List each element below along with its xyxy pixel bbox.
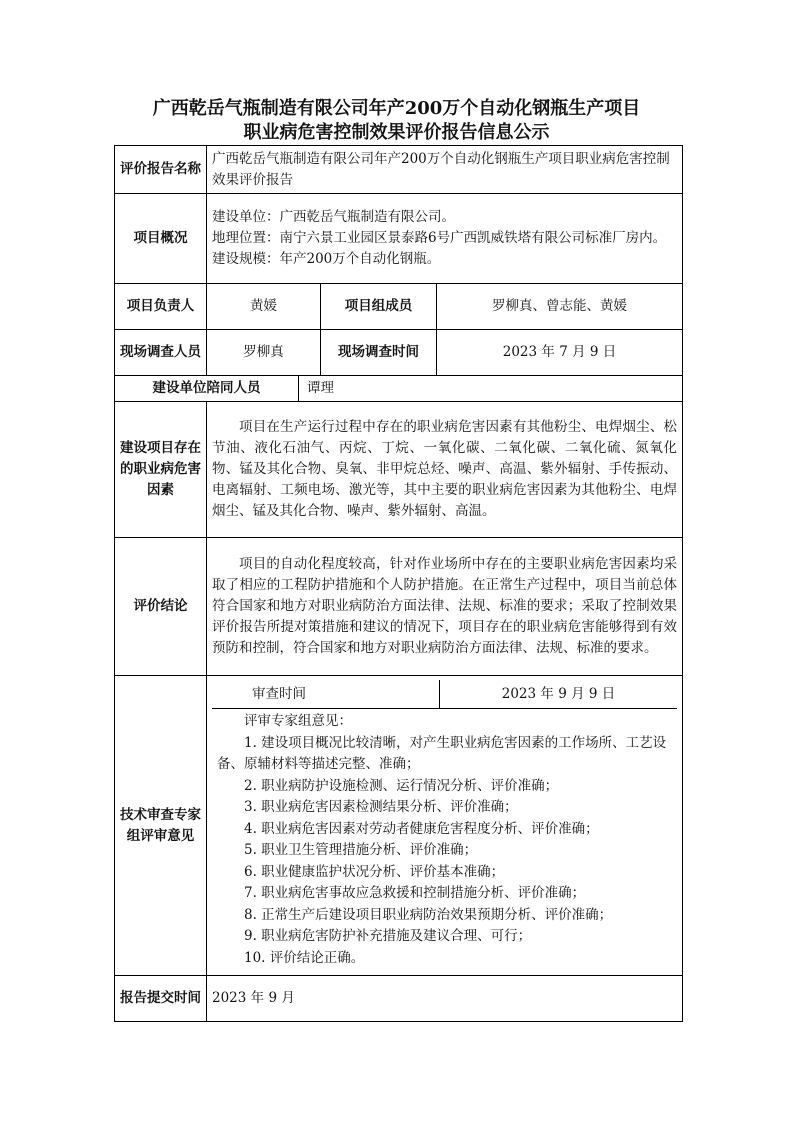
review-item: 5. 职业卫生管理措施分析、评价准确； — [244, 842, 478, 858]
leader-label: 项目负责人 — [115, 284, 207, 330]
review-item: 7. 职业病危害事故应急救援和控制措施分析、评价准确； — [244, 885, 586, 901]
members-value: 罗柳真、曾志能、黄媛 — [437, 284, 683, 330]
row-report-name — [115, 146, 683, 194]
info-table — [114, 145, 683, 1022]
review-time-row — [212, 680, 677, 709]
review-item: 1. 建设项目概况比较清晰，对产生职业病危害因素的工作场所、工艺设备、原辅材料等描述完整、准确； — [217, 734, 667, 772]
conclusion-text: 项目的自动化程度较高，针对作业场所中存在的主要职业病危害因素均采取了相应的工程防护措施和个人防护措施。在正常生产过程中，项目当前总体符合国家和地方对职业病防治方面法律、法规、标准的要求；采取了控制效果评价报告所提对策措施和建议的情况下，项目存在的职业病危害能够得到有效预防和控制，符合国家和地方对职业病防治方面法律、法规、标准的要求。 — [207, 538, 683, 676]
review-item: 2. 职业病防护设施检测、运行情况分析、评价准确； — [244, 777, 559, 794]
survey-time-value: 2023 年 7 月 9 日 — [437, 330, 683, 376]
report-name-value: 广西乾岳气瓶制造有限公司年产200万个自动化钢瓶生产项目职业病危害控制效果评价报告 — [207, 146, 683, 194]
document-title-line1: 广西乾岳气瓶制造有限公司年产200万个自动化钢瓶生产项目 — [152, 98, 641, 119]
report-name-label: 评价报告名称 — [115, 146, 207, 194]
accompany-value: 谭理 — [299, 376, 683, 402]
review-item: 6. 职业健康监护状况分析、评价基本准确； — [244, 863, 505, 880]
survey-label: 现场调查人员 — [115, 330, 207, 376]
review-heading: 评审专家组意见： — [244, 713, 352, 729]
review-item: 9. 职业病危害防护补充措施及建议合理、可行； — [244, 928, 532, 944]
review-time-label: 审查时间 — [212, 680, 440, 708]
review-item: 3. 职业病危害因素检测结果分析、评价准确； — [244, 799, 518, 815]
row-conclusion — [115, 538, 683, 676]
row-review — [115, 676, 683, 976]
review-item: 8. 正常生产后建设项目职业病防治效果预期分析、评价准确； — [244, 906, 613, 923]
review-cell — [207, 676, 683, 976]
hazards-label: 建设项目存在的职业病危害因素 — [115, 402, 207, 538]
review-time-value: 2023 年 9 月 9 日 — [501, 686, 616, 702]
row-survey — [115, 330, 683, 376]
row-submit — [115, 976, 683, 1022]
submit-label: 报告提交时间 — [115, 976, 207, 1022]
row-leader — [115, 284, 683, 330]
conclusion-label: 评价结论 — [115, 538, 207, 676]
document-title-line2: 职业病危害控制效果评价报告信息公示 — [243, 122, 550, 143]
overview-label: 项目概况 — [115, 194, 207, 284]
members-label: 项目组成员 — [321, 284, 437, 330]
row-accompany — [115, 376, 683, 402]
submit-value: 2023 年 9 月 — [207, 976, 683, 1022]
row-hazards — [115, 402, 683, 538]
overview-line: 建设规模：年产200万个自动化钢瓶。 — [212, 251, 441, 267]
row-overview — [115, 194, 683, 284]
leader-value: 黄媛 — [207, 284, 321, 330]
overview-value — [207, 194, 683, 284]
overview-line: 地理位置：南宁六景工业园区景泰路6号广西凯威铁塔有限公司标准厂房内。 — [212, 230, 667, 246]
survey-time-label: 现场调查时间 — [321, 330, 437, 376]
accompany-label: 建设单位陪同人员 — [115, 376, 299, 402]
survey-value: 罗柳真 — [207, 330, 321, 376]
review-item: 4. 职业病危害因素对劳动者健康危害程度分析、评价准确； — [244, 820, 599, 837]
overview-line: 建设单位：广西乾岳气瓶制造有限公司。 — [212, 209, 455, 225]
hazards-text: 项目在生产运行过程中存在的职业病危害因素有其他粉尘、电焊烟尘、松节油、液化石油气、丙烷、丁烷、一氧化碳、二氧化碳、二氧化硫、氮氧化物、锰及其化合物、臭氧、非甲烷总烃、噪声、高温、紫外辐射、手传振动、电离辐射、工频电场、激光等，其中主要的职业病危害因素为其他粉尘、电焊烟尘、锰及其化合物、噪声、紫外辐射、高温。 — [207, 402, 683, 538]
review-label: 技术审查专家组评审意见 — [115, 676, 207, 976]
review-opinions — [212, 709, 677, 971]
review-item: 10. 评价结论正确。 — [244, 949, 365, 966]
